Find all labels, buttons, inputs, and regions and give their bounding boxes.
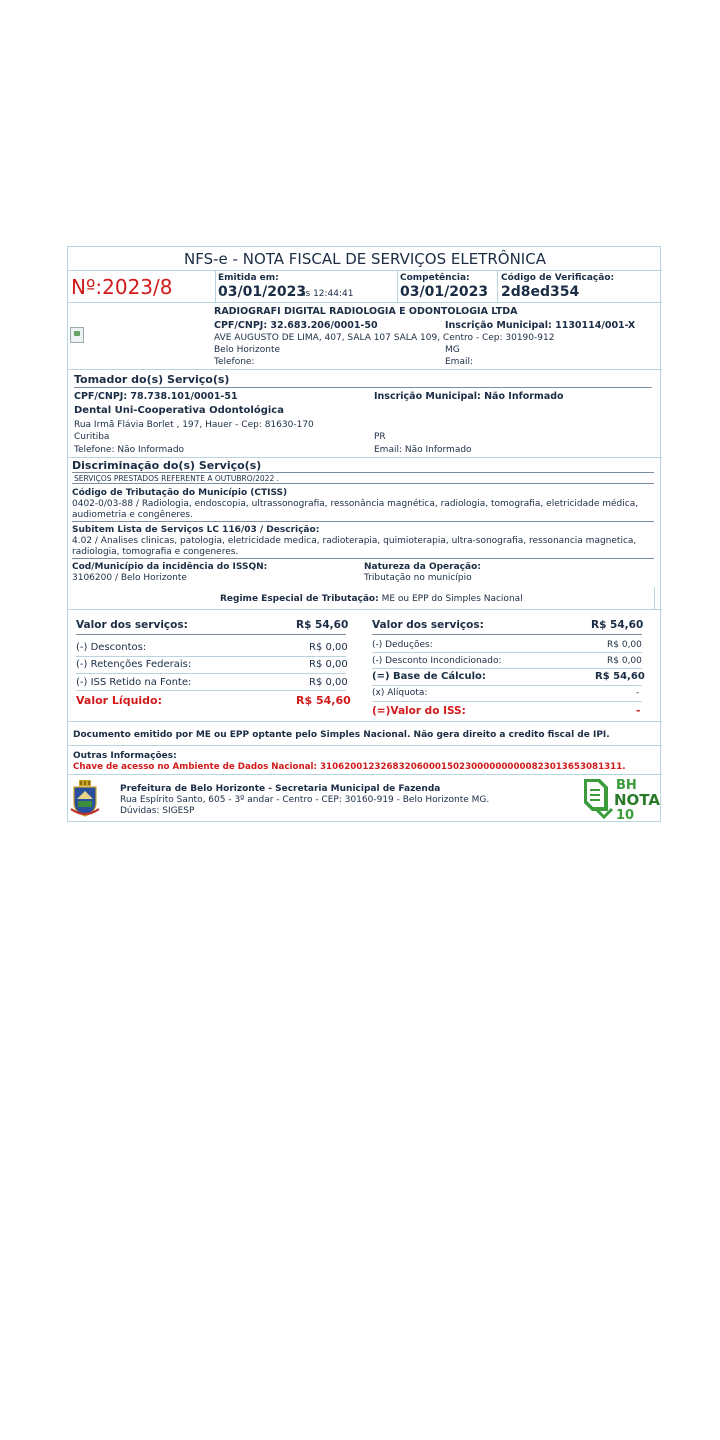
- divider: [72, 558, 654, 559]
- divider: [372, 634, 642, 635]
- prefeitura-nome: Prefeitura de Belo Horizonte - Secretaria Municipal de Fazenda: [120, 784, 441, 794]
- prestador-cnpj: CPF/CNPJ: 32.683.206/0001-50: [214, 320, 378, 331]
- divider: [372, 701, 642, 702]
- ctiss-texto: 0402-0/03-88 / Radiologia, endoscopia, ultrassonografia, ressonância magnética, radiologia, tomografia, eletricidade médica, audiometria e congêneres.: [72, 499, 639, 520]
- subitem-texto: 4.02 / Analises clinicas, patologia, eletricidade medica, radioterapia, quimioterapia, ultra-sonografia, ressonancia magnetica, radiologia, tomografia e congeneres.: [72, 536, 637, 557]
- regime-valor: ME ou EPP do Simples Nacional: [381, 594, 523, 604]
- natureza-label: Natureza da Operação:: [364, 562, 481, 572]
- aliquota-label: (x) Alíquota:: [372, 688, 428, 698]
- subitem-label: Subitem Lista de Serviços LC 116/03 / Descrição:: [72, 525, 320, 535]
- divider: [76, 656, 346, 657]
- divider: [68, 270, 662, 271]
- desconto-incond-valor: R$ 0,00: [607, 656, 642, 666]
- municipio-valor: 3106200 / Belo Horizonte: [72, 573, 187, 583]
- divider: [68, 774, 662, 775]
- divider: [72, 483, 654, 484]
- competencia-date: 03/01/2023: [400, 284, 489, 300]
- divider: [72, 521, 654, 522]
- prefeitura-duvidas: Dúvidas: SIGESP: [120, 806, 195, 816]
- belo-horizonte-crest-icon: [70, 779, 100, 819]
- valor-liquido-label: Valor Líquido:: [76, 694, 163, 707]
- codigo-label: Código de Verificação:: [501, 273, 615, 283]
- divider: [68, 745, 662, 746]
- tomador-endereco: Rua Irmã Flávia Borlet , 197, Hauer - Cep: 81630-170: [74, 420, 314, 430]
- iss-retido-valor: R$ 0,00: [309, 677, 348, 688]
- base-calculo-label: (=) Base de Cálculo:: [372, 671, 486, 682]
- divider: [68, 609, 662, 610]
- valor-liquido: R$ 54,60: [296, 694, 351, 707]
- outras-informacoes-label: Outras Informações:: [73, 751, 177, 761]
- aliquota-valor: -: [636, 688, 640, 698]
- tomador-cnpj: CPF/CNPJ: 78.738.101/0001-51: [74, 391, 238, 402]
- descontos-label: (-) Descontos:: [76, 642, 147, 653]
- invoice-number: Nº:2023/8: [71, 275, 173, 299]
- divider: [72, 472, 654, 473]
- prestador-telefone: Telefone:: [214, 357, 255, 367]
- prestador-logo-broken-image-icon: [70, 327, 84, 343]
- divider: [76, 634, 346, 635]
- regime-label: Regime Especial de Tributação:: [220, 594, 379, 604]
- tomador-uf: PR: [374, 432, 386, 442]
- natureza-valor: Tributação no município: [364, 573, 472, 583]
- tomador-section-title: Tomador do(s) Serviço(s): [74, 373, 230, 386]
- divider: [68, 457, 662, 458]
- retencoes-valor: R$ 0,00: [309, 659, 348, 670]
- chave-acesso: Chave de acesso no Ambiente de Dados Nacional: 31062001232683206000150230000000000823013653081311.: [73, 762, 626, 772]
- divider: [372, 652, 642, 653]
- prestador-inscricao: Inscrição Municipal: 1130114/001-X: [445, 320, 636, 331]
- regime-row: [220, 594, 523, 604]
- discriminacao-section-title: Discriminação do(s) Serviço(s): [72, 459, 262, 472]
- codigo-verificacao: 2d8ed354: [501, 284, 580, 300]
- tomador-cidade: Curitiba: [74, 432, 110, 442]
- divider: [74, 387, 652, 388]
- valor-servicos-label-left: Valor dos serviços:: [76, 619, 188, 631]
- divider: [68, 302, 662, 303]
- tomador-inscricao: Inscrição Municipal: Não Informado: [374, 391, 564, 402]
- valor-servicos-label-right: Valor dos serviços:: [372, 619, 484, 631]
- divider: [76, 673, 346, 674]
- desconto-incond-label: (-) Desconto Incondicionado:: [372, 656, 502, 666]
- nfse-document: [67, 246, 661, 822]
- deducoes-label: (-) Deduções:: [372, 640, 433, 650]
- prefeitura-endereco: Rua Espírito Santo, 605 - 3º andar - Centro - CEP: 30160-919 - Belo Horizonte MG.: [120, 795, 490, 805]
- descontos-valor: R$ 0,00: [309, 642, 348, 653]
- base-calculo-valor: R$ 54,60: [595, 671, 645, 682]
- logo-nota-text: NOTA: [614, 791, 660, 809]
- prestador-uf: MG: [445, 345, 460, 355]
- divider: [68, 369, 662, 370]
- valor-servicos-right: R$ 54,60: [591, 619, 644, 631]
- divider: [497, 270, 498, 302]
- divider: [372, 685, 642, 686]
- emitida-date: 03/01/2023: [218, 284, 307, 300]
- divider: [654, 587, 655, 609]
- aviso-simples: Documento emitido por ME ou EPP optante pelo Simples Nacional. Não gera direito a credito fiscal de IPI.: [73, 730, 610, 740]
- municipio-label: Cod/Município da incidência do ISSQN:: [72, 562, 268, 572]
- bh-nota-10-logo-icon: [582, 775, 662, 821]
- discriminacao-texto: SERVIÇOS PRESTADOS REFERENTE A OUTUBRO/2022 .: [74, 474, 280, 483]
- divider: [68, 721, 662, 722]
- prestador-cidade: Belo Horizonte: [214, 345, 281, 355]
- prestador-endereco: AVE AUGUSTO DE LIMA, 407, SALA 107 SALA 109, Centro - Cep: 30190-912: [214, 333, 555, 343]
- deducoes-valor: R$ 0,00: [607, 640, 642, 650]
- tomador-nome: Dental Uni-Cooperativa Odontológica: [74, 405, 284, 416]
- prestador-email: Email:: [445, 357, 474, 367]
- retencoes-label: (-) Retenções Federais:: [76, 659, 192, 670]
- divider: [76, 690, 346, 691]
- valor-iss-valor: -: [636, 705, 641, 717]
- valor-iss-label: (=)Valor do ISS:: [372, 705, 466, 717]
- emitida-label: Emitida em:: [218, 273, 279, 283]
- valor-servicos-left: R$ 54,60: [296, 619, 349, 631]
- tomador-email: Email: Não Informado: [374, 445, 472, 455]
- divider: [397, 270, 398, 302]
- divider: [215, 270, 216, 302]
- emitida-time: às 12:44:41: [300, 289, 354, 299]
- prestador-name: RADIOGRAFI DIGITAL RADIOLOGIA E ODONTOLOGIA LTDA: [214, 306, 518, 317]
- logo-10-text: 10: [616, 808, 635, 821]
- competencia-label: Competência:: [400, 273, 470, 283]
- iss-retido-label: (-) ISS Retido na Fonte:: [76, 677, 192, 688]
- logo-bh-text: BH: [616, 778, 637, 793]
- divider: [372, 668, 642, 669]
- ctiss-label: Código de Tributação do Município (CTISS): [72, 488, 288, 498]
- tomador-telefone: Telefone: Não Informado: [74, 445, 185, 455]
- document-title: NFS-e - NOTA FISCAL DE SERVIÇOS ELETRÔNICA: [184, 250, 546, 268]
